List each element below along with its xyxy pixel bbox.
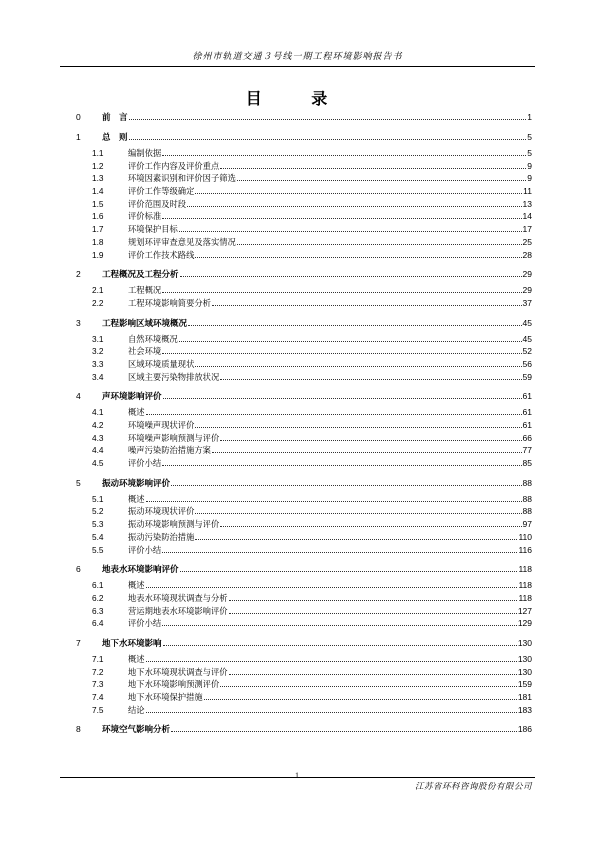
toc-entry-label: 地下水环境影响预测评价: [128, 679, 220, 690]
toc-entry-label: 区域主要污染物排放状况: [128, 371, 220, 382]
toc-chapter-entry[interactable]: [76, 723, 532, 736]
toc-section-entry[interactable]: [76, 666, 532, 679]
toc-section-entry[interactable]: [76, 457, 532, 470]
toc-entry-page: 17: [522, 224, 532, 235]
toc-entry-page: 118: [518, 592, 532, 603]
toc-entry-page: 9: [527, 173, 532, 184]
dot-leader: [162, 625, 517, 626]
toc-entry-page: 66: [522, 432, 532, 443]
toc-entry-page: 110: [518, 531, 532, 542]
toc-entry-number: 2.1: [92, 285, 104, 296]
toc-entry-page: 130: [517, 637, 532, 648]
toc-section-entry[interactable]: [76, 518, 532, 531]
toc-entry-number: 1.5: [92, 198, 104, 209]
toc-section-entry[interactable]: [76, 592, 532, 605]
toc-entry-number: 1.2: [92, 160, 104, 171]
toc-entry-number: 5.5: [92, 544, 104, 555]
toc-entry-label: 工程概况: [128, 285, 162, 296]
toc-entry-page: 61: [522, 407, 532, 418]
toc-entry-page: 85: [522, 458, 532, 469]
dot-leader: [195, 193, 522, 194]
dot-leader: [188, 325, 522, 326]
toc-entry-number: 8: [76, 724, 81, 735]
dot-leader: [229, 600, 518, 601]
dot-leader: [212, 452, 522, 453]
toc-entry-page: 14: [522, 211, 532, 222]
toc-entry-page: 186: [517, 724, 532, 735]
toc-entry-number: 6.3: [92, 605, 104, 616]
toc-entry-number: 5.2: [92, 506, 104, 517]
toc-entry-number: 1.1: [92, 148, 104, 158]
toc-entry-label: 评价范围及时段: [128, 198, 187, 209]
toc-entry-label: 地下水环境保护措施: [128, 692, 203, 702]
toc-entry-label: 前 言: [102, 113, 128, 123]
toc-section-entry[interactable]: [76, 358, 532, 371]
toc-entry-label: 总 则: [102, 133, 128, 143]
dot-leader: [220, 168, 526, 169]
dot-leader: [237, 180, 526, 181]
toc-entry-number: 7.1: [92, 653, 104, 664]
toc-entry-label: 社会环境: [128, 346, 162, 357]
dot-leader: [195, 539, 517, 540]
dot-leader: [162, 155, 526, 156]
toc-section-entry[interactable]: [76, 249, 532, 262]
toc-entry-label: 地表水环境现状调查与分析: [128, 592, 228, 603]
dot-leader: [146, 712, 517, 713]
toc-entry-page: 181: [517, 692, 532, 702]
dot-leader: [146, 414, 522, 415]
dot-leader: [146, 661, 517, 662]
dot-leader: [163, 398, 522, 399]
toc-entry-label: 区域环境质量现状: [128, 358, 195, 369]
dot-leader: [162, 552, 517, 553]
toc-entry-page: 29: [522, 269, 532, 280]
toc-entry-page: 25: [522, 236, 532, 247]
toc-entry-label: 工程环境影响简要分析: [128, 297, 211, 308]
toc-entry-page: 116: [518, 544, 532, 555]
toc-entry-label: 概述: [128, 493, 145, 504]
dot-leader: [204, 699, 517, 700]
dot-leader: [195, 366, 521, 367]
dot-leader: [162, 218, 521, 219]
toc-entry-number: 4.2: [92, 420, 104, 430]
dot-leader: [212, 305, 522, 306]
toc-entry-number: 5.4: [92, 531, 104, 542]
toc-entry-label: 评价工作等级确定: [128, 186, 195, 197]
toc-entry-page: 97: [522, 519, 532, 530]
toc-chapter-entry[interactable]: [76, 390, 532, 403]
dot-leader: [129, 139, 527, 140]
toc-entry-label: 环境噪声影响预测与评价: [128, 432, 220, 443]
toc-entry-label: 振动污染防治措施: [128, 531, 195, 542]
toc-entry-label: 结论: [128, 704, 145, 715]
dot-leader: [129, 119, 527, 120]
toc-entry-label: 规划环评审查意见及落实情况: [128, 236, 236, 247]
toc-section-entry[interactable]: [76, 210, 532, 223]
toc-entry-number: 1.9: [92, 249, 104, 260]
toc-entry-page: 118: [518, 580, 532, 591]
toc-entry-label: 评价工作技术路线: [128, 249, 195, 260]
toc-entry-page: 129: [517, 618, 532, 629]
toc-entry-page: 118: [518, 564, 532, 575]
dot-leader: [163, 645, 517, 646]
toc-entry-page: 88: [522, 506, 532, 517]
dot-leader: [171, 485, 522, 486]
toc-section-entry[interactable]: [76, 419, 532, 432]
toc-section-entry[interactable]: [76, 406, 532, 419]
toc-entry-number: 3.1: [92, 333, 104, 344]
toc-entry-number: 1.8: [92, 236, 104, 247]
toc-entry-label: 振动环境现状评价: [128, 506, 195, 517]
dot-leader: [146, 501, 522, 502]
toc-entry-number: 7: [76, 637, 81, 648]
toc-entry-label: 振动环境影响预测与评价: [128, 519, 220, 530]
page-title: 目 录: [245, 89, 350, 108]
dot-leader: [195, 427, 521, 428]
toc-entry-page: 61: [522, 391, 532, 402]
toc-section-entry[interactable]: [76, 531, 532, 544]
toc-entry-label: 工程影响区域环境概况: [102, 318, 188, 329]
toc-entry-number: 4.4: [92, 445, 104, 456]
toc-section-entry[interactable]: [76, 432, 532, 445]
dot-leader: [180, 276, 522, 277]
toc-entry-label: 振动环境影响评价: [102, 478, 171, 489]
toc-entry-label: 声环境影响评价: [102, 392, 162, 403]
dot-leader: [180, 571, 518, 572]
toc-entry-number: 4.1: [92, 407, 104, 418]
toc-entry-number: 7.3: [92, 679, 104, 690]
dot-leader: [171, 731, 517, 732]
toc-entry-label: 概述: [128, 407, 145, 418]
toc-section-entry[interactable]: [76, 297, 532, 310]
toc-entry-number: 6.4: [92, 618, 104, 629]
toc-entry-number: 5: [76, 477, 81, 488]
toc-entry-label: 地下水环境现状调查与评价: [128, 666, 228, 677]
toc-entry-page: 127: [517, 605, 532, 616]
toc-section-entry[interactable]: [76, 617, 532, 630]
toc-entry-page: 13: [522, 198, 532, 209]
dot-leader: [220, 526, 521, 527]
dot-leader: [146, 587, 518, 588]
toc-entry-page: 11: [523, 186, 532, 197]
toc-entry-page: 59: [522, 371, 532, 382]
toc-entry-label: 环境空气影响分析: [102, 725, 171, 736]
toc-entry-page: 130: [517, 653, 532, 664]
toc-entry-page: 88: [522, 477, 532, 488]
toc-section-entry[interactable]: [76, 172, 532, 185]
toc-entry-label: 评价小结: [128, 544, 162, 555]
dot-leader: [220, 379, 521, 380]
toc-entry-page: 28: [522, 249, 532, 260]
toc-chapter-entry[interactable]: [76, 268, 532, 281]
toc-section-entry[interactable]: [76, 333, 532, 346]
toc-section-entry[interactable]: [76, 198, 532, 211]
toc-entry-page: 130: [517, 666, 532, 677]
toc-section-entry[interactable]: [76, 371, 532, 384]
toc-entry-label: 概述: [128, 580, 145, 591]
toc-entry-page: 29: [522, 285, 532, 296]
toc-entry-page: 56: [522, 358, 532, 369]
dot-leader: [237, 244, 522, 245]
toc-section-entry[interactable]: [76, 493, 532, 506]
dot-leader: [162, 292, 521, 293]
toc-section-entry[interactable]: [76, 544, 532, 557]
toc-entry-number: 7.2: [92, 666, 104, 677]
dot-leader: [179, 231, 522, 232]
toc-chapter-entry[interactable]: [76, 317, 532, 330]
toc-entry-label: 地下水环境影响: [102, 638, 162, 649]
dot-leader: [162, 353, 521, 354]
toc-entry-number: 1.6: [92, 211, 104, 222]
toc-entry-page: 5: [527, 132, 532, 142]
dot-leader: [220, 440, 521, 441]
toc-section-entry[interactable]: [76, 653, 532, 666]
toc-entry-number: 7.4: [92, 692, 104, 702]
toc-section-entry[interactable]: [76, 444, 532, 457]
toc-section-entry[interactable]: [76, 678, 532, 691]
toc-entry-number: 1.3: [92, 173, 104, 184]
toc-section-entry[interactable]: [76, 505, 532, 518]
toc-entry-number: 2.2: [92, 297, 104, 308]
toc-entry-label: 评价小结: [128, 618, 162, 629]
toc-entry-number: 6.1: [92, 580, 104, 591]
toc-entry-page: 45: [522, 317, 532, 328]
toc-entry-page: 159: [517, 679, 532, 690]
toc-entry-page: 77: [522, 445, 532, 456]
toc-section-entry[interactable]: [76, 236, 532, 249]
dot-leader: [162, 465, 521, 466]
toc-section-entry[interactable]: [76, 345, 532, 358]
running-header: 徐州市轨道交通３号线一期工程环境影响报告书: [192, 52, 403, 62]
toc-entry-number: 6.2: [92, 592, 104, 603]
dot-leader: [229, 613, 517, 614]
toc-entry-label: 环境保护目标: [128, 224, 178, 235]
toc-entry-page: 52: [522, 346, 532, 357]
toc-entry-label: 评价工作内容及评价重点: [128, 160, 220, 171]
toc-entry-number: 4: [76, 391, 81, 402]
toc-entry-number: 1: [76, 132, 81, 142]
toc-section-entry[interactable]: [76, 691, 532, 704]
toc-entry-label: 自然环境概况: [128, 333, 178, 344]
toc-entry-label: 评价标准: [128, 211, 162, 222]
toc-entry-label: 工程概况及工程分析: [102, 270, 179, 281]
toc-entry-label: 噪声污染防治措施方案: [128, 445, 211, 456]
toc-entry-number: 1.7: [92, 224, 104, 235]
toc-entry-label: 概述: [128, 653, 145, 664]
toc-section-entry[interactable]: [76, 160, 532, 173]
toc-entry-label: 编制依据: [128, 148, 162, 158]
toc-section-entry[interactable]: [76, 605, 532, 618]
toc-entry-number: 1.4: [92, 186, 104, 197]
toc-entry-page: 1: [527, 112, 532, 122]
toc-chapter-entry[interactable]: [76, 477, 532, 490]
toc-entry-number: 5.1: [92, 493, 104, 504]
toc-entry-number: 0: [76, 112, 81, 122]
dot-leader: [229, 674, 517, 675]
table-of-contents: [76, 111, 532, 736]
toc-entry-number: 3: [76, 317, 81, 328]
toc-entry-page: 61: [522, 420, 532, 430]
page-number: 1: [295, 771, 299, 780]
toc-entry-page: 45: [522, 333, 532, 344]
toc-entry-number: 3.2: [92, 346, 104, 357]
toc-entry-number: 4.5: [92, 458, 104, 469]
dot-leader: [220, 686, 517, 687]
toc-section-entry[interactable]: [76, 147, 532, 160]
toc-entry-label: 地表水环境影响评价: [102, 565, 179, 576]
toc-entry-page: 5: [527, 148, 532, 158]
toc-section-entry[interactable]: [76, 579, 532, 592]
company-name: 江苏省环科咨询股份有限公司: [414, 782, 532, 792]
toc-chapter-entry[interactable]: [76, 637, 532, 650]
toc-entry-page: 183: [517, 704, 532, 715]
toc-chapter-entry[interactable]: [76, 563, 532, 576]
toc-chapter-entry[interactable]: [76, 111, 532, 124]
toc-entry-number: 6: [76, 564, 81, 575]
dot-leader: [195, 513, 521, 514]
toc-section-entry[interactable]: [76, 284, 532, 297]
toc-entry-number: 7.5: [92, 704, 104, 715]
toc-chapter-entry[interactable]: [76, 131, 532, 144]
dot-leader: [179, 341, 522, 342]
dot-leader: [195, 257, 521, 258]
toc-section-entry[interactable]: [76, 185, 532, 198]
toc-entry-label: 评价小结: [128, 458, 162, 469]
toc-section-entry[interactable]: [76, 223, 532, 236]
toc-entry-page: 9: [527, 160, 532, 171]
toc-entry-number: 4.3: [92, 432, 104, 443]
toc-entry-number: 5.3: [92, 519, 104, 530]
toc-section-entry[interactable]: [76, 704, 532, 717]
toc-entry-page: 88: [522, 493, 532, 504]
toc-entry-label: 营运期地表水环境影响评价: [128, 605, 228, 616]
toc-entry-label: 环境因素识别和评价因子筛选: [128, 173, 236, 184]
header-divider: [60, 66, 535, 67]
dot-leader: [187, 206, 521, 207]
toc-entry-number: 3.3: [92, 358, 104, 369]
toc-entry-label: 环境噪声现状评价: [128, 420, 195, 430]
toc-entry-number: 2: [76, 269, 81, 280]
toc-entry-number: 3.4: [92, 371, 104, 382]
toc-entry-page: 37: [522, 297, 532, 308]
